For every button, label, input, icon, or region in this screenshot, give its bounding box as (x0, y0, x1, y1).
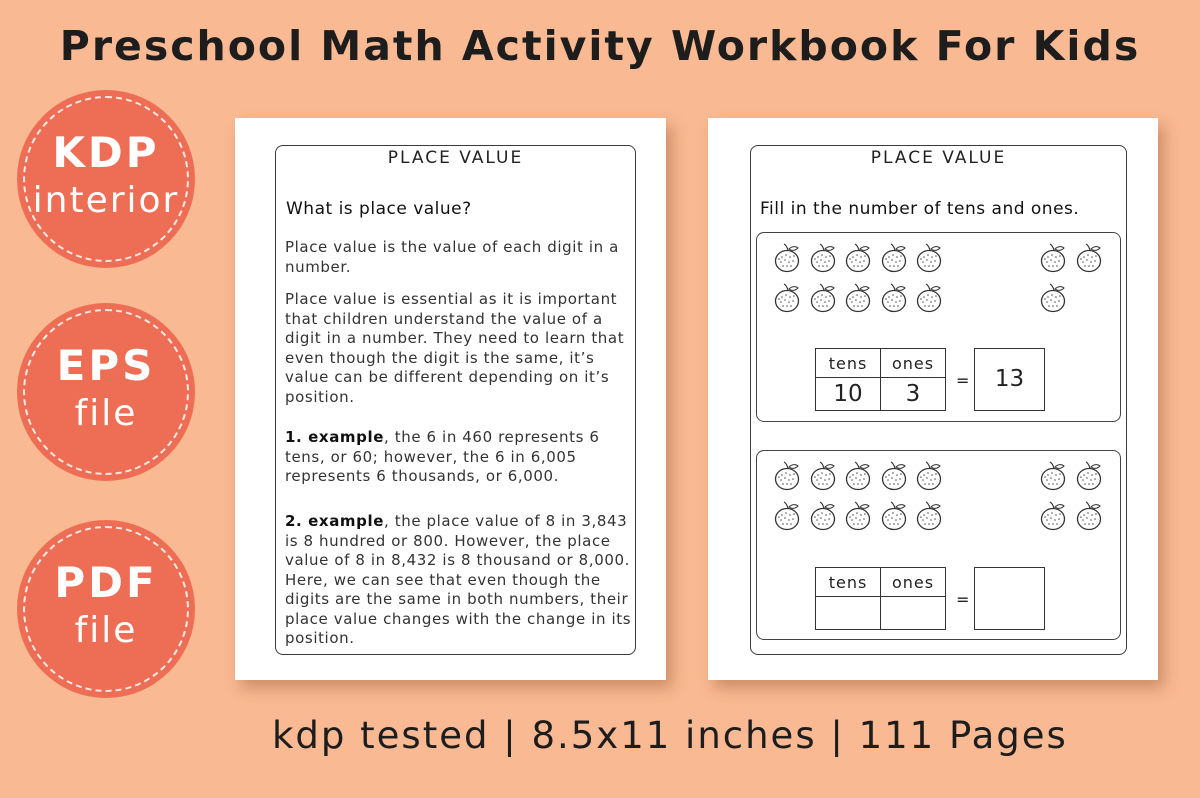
orange-fruit-icon (774, 283, 802, 313)
badge-pdf-line1: PDF (54, 558, 158, 607)
orange-fruit-icon (845, 461, 873, 491)
left-para-example-2 (285, 512, 635, 649)
orange-fruit-icon (845, 501, 873, 531)
exercise-2-answer-box[interactable] (974, 567, 1045, 630)
exercise-1-ones-cell: 3 (881, 378, 946, 411)
exercise-2-tens-cell[interactable] (816, 597, 881, 630)
orange-fruit-icon (916, 283, 944, 313)
exercise-1-place-value-table (815, 348, 946, 411)
example-2-text: , the place value of 8 in 3,843 is 8 hundred or 800. However, the place value of 8 in 8,432 is 8 thousand or 8,000. Here, we can see that even though the digits are the same in both numbers, their place value changes with the change in its position. (285, 512, 632, 647)
right-page-instruction: Fill in the number of tens and ones. (760, 199, 1080, 219)
exercise-2-tens-header: tens (816, 568, 881, 597)
orange-fruit-icon (1076, 501, 1104, 531)
orange-fruit-icon (1040, 283, 1068, 313)
orange-fruit-icon (916, 461, 944, 491)
orange-fruit-icon (1076, 461, 1104, 491)
orange-fruit-icon (1040, 461, 1068, 491)
orange-fruit-icon (845, 283, 873, 313)
badge-eps-file (17, 303, 195, 481)
exercise-1-ones-header: ones (881, 349, 946, 378)
orange-fruit-icon (845, 243, 873, 273)
exercise-1-tens-cell: 10 (816, 378, 881, 411)
orange-fruit-icon (916, 501, 944, 531)
badge-pdf-line2: file (74, 610, 138, 651)
footer-specs: kdp tested | 8.5x11 inches | 111 Pages (272, 714, 1068, 757)
left-page-title: PLACE VALUE (387, 148, 524, 168)
badge-kdp-interior (17, 90, 195, 268)
left-para-importance: Place value is essential as it is important that children understand the value of a digit in a number. They need to learn that even though the digit is the same, it’s value can be different depending on it’s position. (285, 290, 625, 406)
orange-fruit-icon (1076, 243, 1104, 273)
exercise-1-tens-header: tens (816, 349, 881, 378)
page-title: Preschool Math Activity Workbook For Kids (59, 22, 1141, 70)
orange-fruit-icon (810, 461, 838, 491)
example-1-label: 1. example (285, 428, 385, 446)
orange-fruit-icon (1040, 243, 1068, 273)
orange-fruit-icon (881, 501, 909, 531)
badge-kdp-line1: KDP (52, 128, 160, 177)
badge-kdp-line2: interior (32, 180, 180, 221)
orange-fruit-icon (810, 283, 838, 313)
badge-eps-line1: EPS (56, 341, 156, 390)
orange-fruit-icon (810, 243, 838, 273)
example-2-label: 2. example (285, 512, 385, 530)
orange-fruit-icon (774, 461, 802, 491)
exercise-2-place-value-table (815, 567, 946, 630)
example-1-text: , the 6 in 460 represents 6 tens, or 60; however, the 6 in 6,005 represents 6 thousands, or 6,000. (285, 428, 600, 485)
left-para-definition: Place value is the value of each digit in a number. (285, 238, 619, 276)
badge-eps-line2: file (74, 393, 138, 434)
exercise-2-equals: = (956, 590, 970, 609)
left-para-example-1 (285, 428, 635, 487)
exercise-1-equals: = (956, 371, 970, 390)
exercise-2-ones-cell[interactable] (881, 597, 946, 630)
orange-fruit-icon (916, 243, 944, 273)
left-page-heading: What is place value? (286, 199, 472, 219)
orange-fruit-icon (774, 501, 802, 531)
orange-fruit-icon (881, 461, 909, 491)
exercise-2-ones-header: ones (881, 568, 946, 597)
orange-fruit-icon (1040, 501, 1068, 531)
right-page-title: PLACE VALUE (870, 148, 1007, 168)
orange-fruit-icon (774, 243, 802, 273)
badge-pdf-file (17, 520, 195, 698)
orange-fruit-icon (881, 283, 909, 313)
orange-fruit-icon (810, 501, 838, 531)
exercise-1-answer-box: 13 (974, 348, 1045, 411)
orange-fruit-icon (881, 243, 909, 273)
